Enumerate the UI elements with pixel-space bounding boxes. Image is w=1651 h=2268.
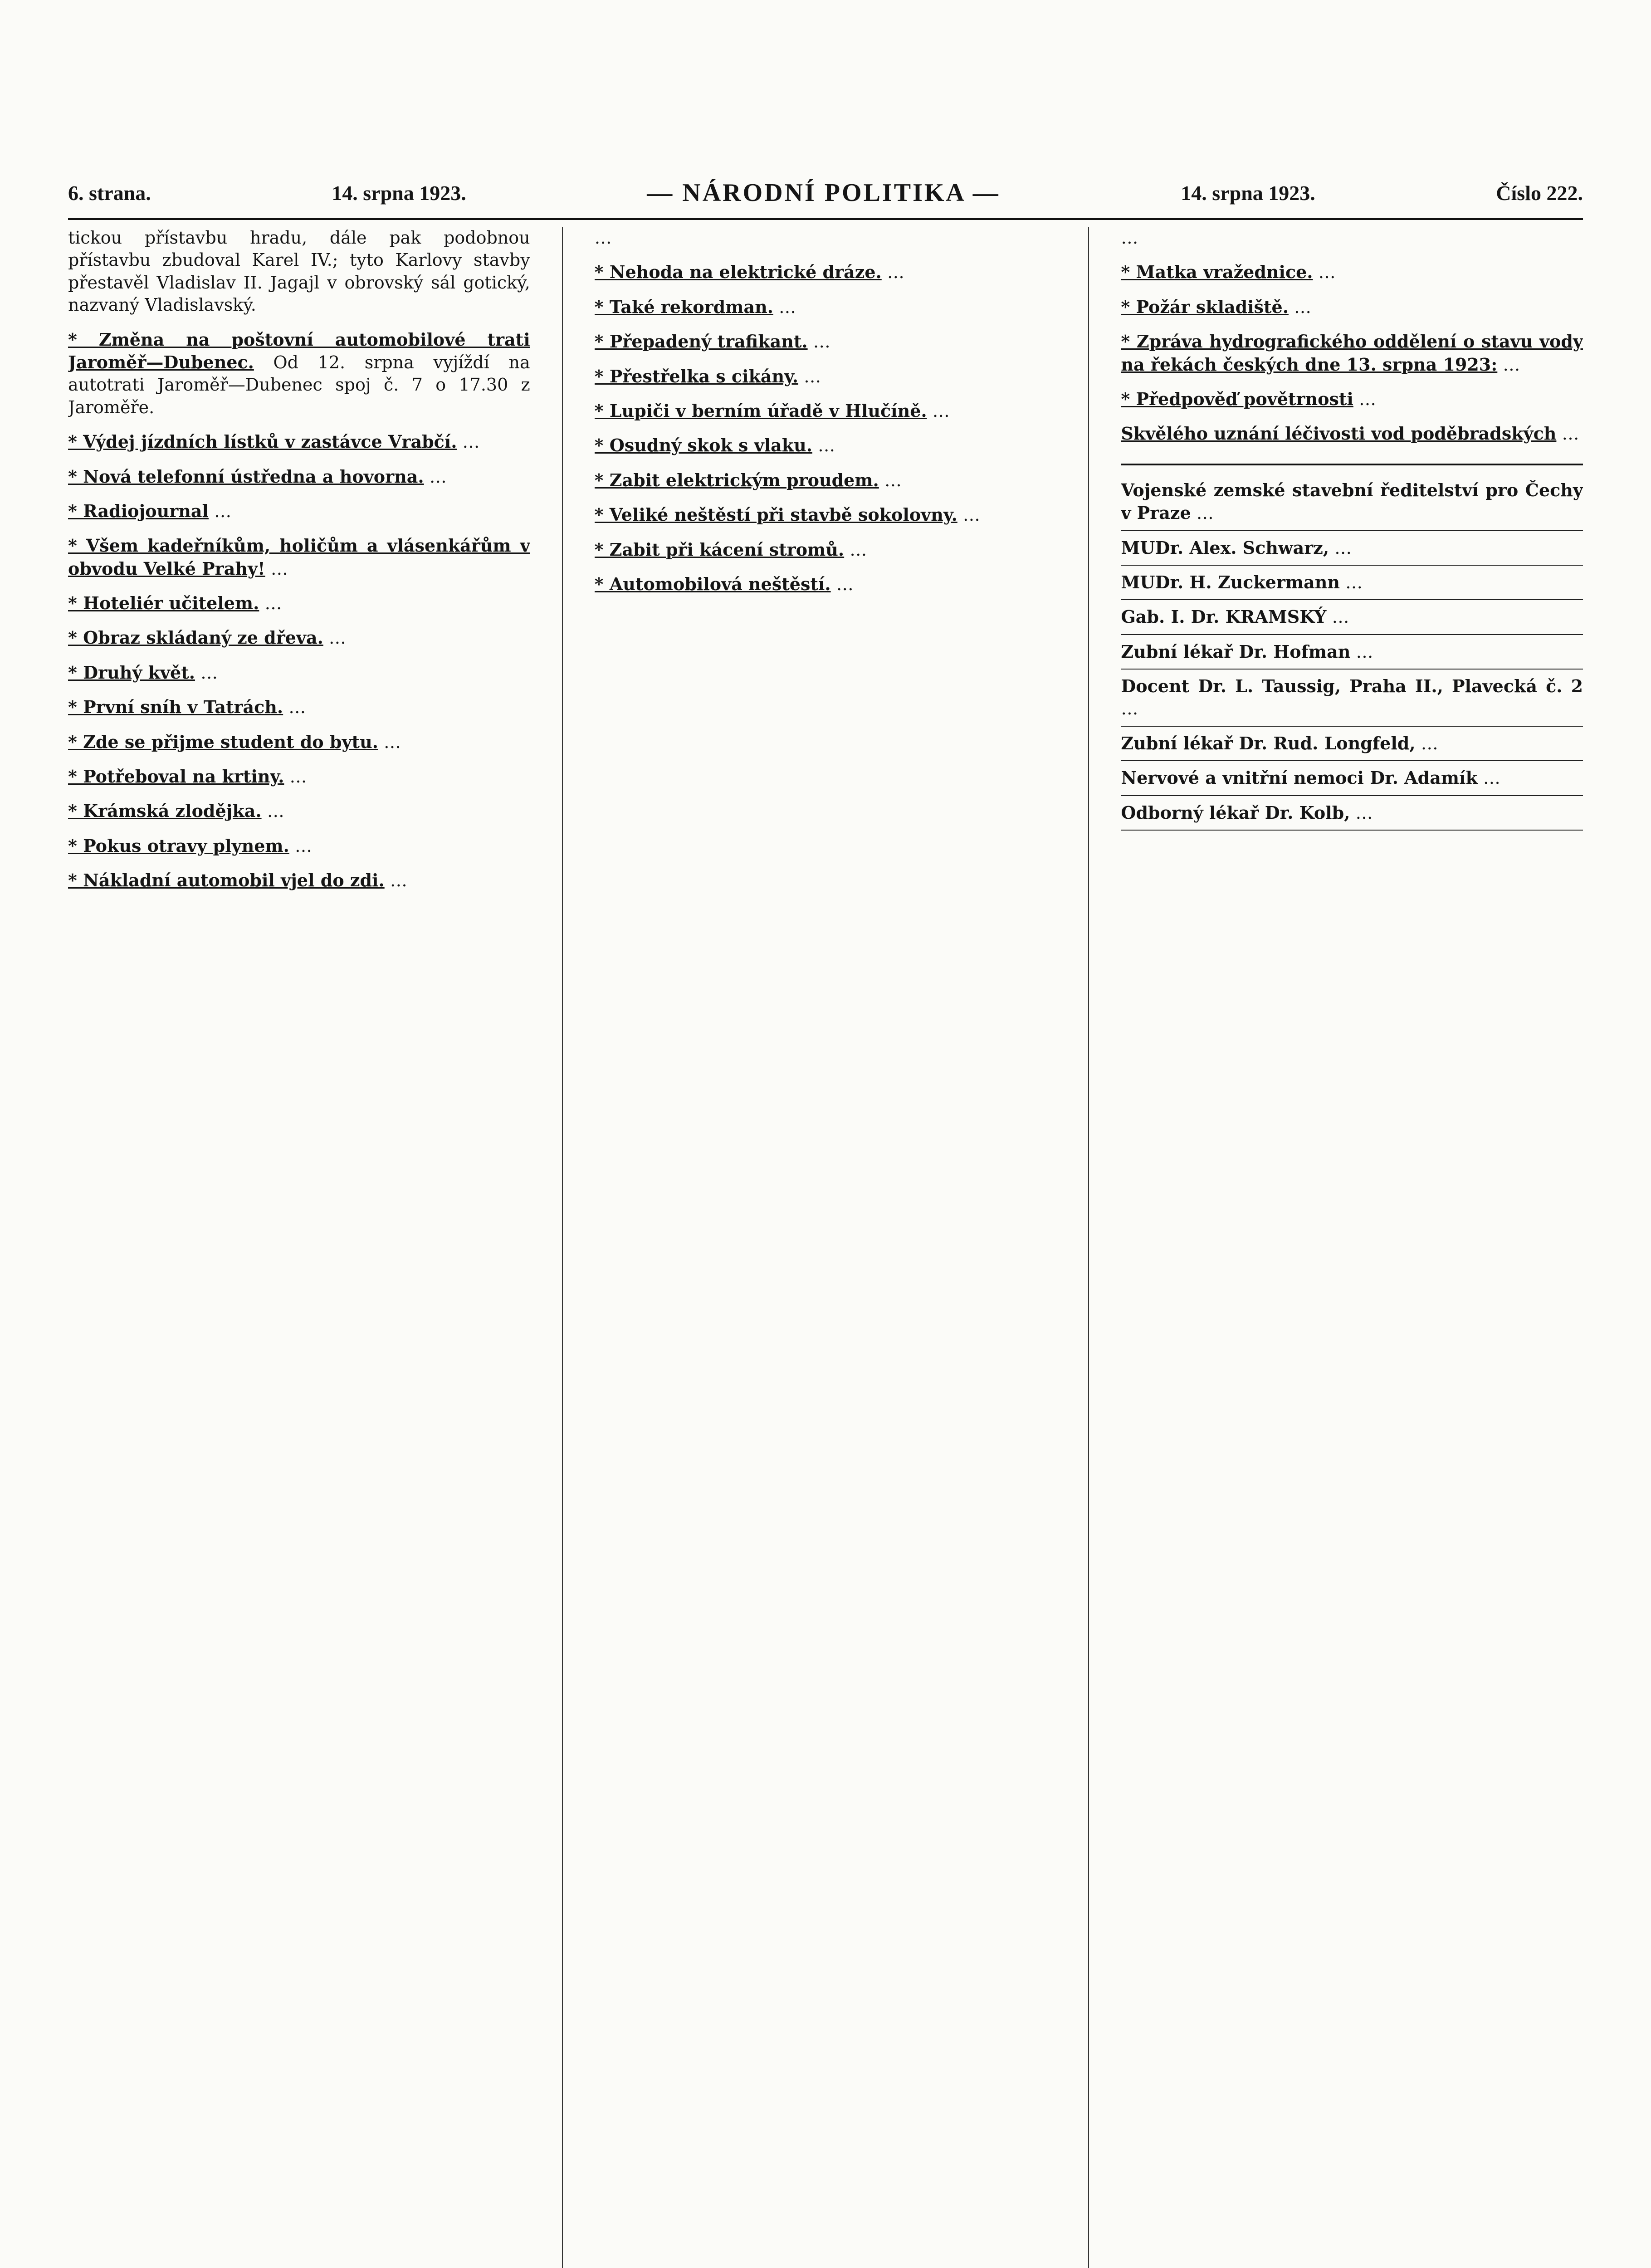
news-item: [68, 626, 530, 649]
news-headline: * Zabit elektrickým proudem.: [594, 469, 879, 490]
advertisement-heading: MUDr. H. Zuckermann: [1121, 572, 1340, 592]
news-item: [595, 538, 1057, 561]
column-2: [595, 227, 1057, 2268]
news-body: …: [884, 470, 902, 490]
news-body: …: [932, 401, 950, 421]
news-item: [595, 573, 1057, 596]
news-item: [68, 835, 530, 857]
news-headline: * Lupiči v berním úřadě v Hlučíně.: [594, 400, 927, 421]
news-headline: * Zde se přijme student do bytu.: [68, 731, 378, 752]
column-3: [1121, 227, 1583, 2268]
news-item: [595, 503, 1057, 526]
news-body: …: [288, 697, 306, 718]
news-body: tickou přístavbu hradu, dále pak podobnou přístavbu zbudoval Karel IV.; tyto Karlovy stavby přestavěl Vladislav II. Jagajl v obrovský sál gotický, nazvaný Vladislavský.: [68, 228, 530, 315]
advertisement-text: …: [1196, 503, 1214, 523]
news-item: [1121, 227, 1583, 249]
news-headline: * Nehoda na elektrické dráze.: [594, 262, 882, 283]
news-body: …: [294, 836, 312, 856]
news-body: …: [813, 332, 830, 352]
advertisement: [1121, 796, 1583, 831]
advertisement-text: …: [1334, 538, 1352, 558]
news-body: …: [1318, 262, 1336, 283]
advertisement-heading: Zubní lékař Dr. Rud. Longfeld,: [1121, 733, 1416, 753]
news-headline: * Přestřelka s cikány.: [594, 366, 799, 386]
newspaper-title: — NÁRODNÍ POLITIKA —: [647, 179, 1000, 207]
news-headline: * Druhý květ.: [68, 662, 195, 683]
news-item: [68, 765, 530, 788]
page-number: 6. strana.: [68, 181, 151, 205]
news-item: [68, 534, 530, 580]
news-headline: * Požár skladiště.: [1121, 296, 1289, 317]
news-item: [68, 592, 530, 615]
advertisement: [1121, 727, 1583, 761]
news-headline: * Přepadený trafikant.: [594, 331, 808, 352]
news-body: …: [594, 228, 612, 248]
news-item: [1121, 261, 1583, 284]
news-item: [1121, 388, 1583, 411]
news-headline: * Krámská zlodějka.: [68, 801, 262, 821]
date-left: 14. srpna 1923.: [332, 181, 466, 205]
column-divider: [562, 227, 563, 2268]
masthead-rule: [68, 218, 1583, 220]
advertisement-text: …: [1483, 768, 1500, 788]
news-body: …: [962, 505, 980, 525]
news-item: [595, 261, 1057, 284]
news-body: …: [1503, 354, 1520, 375]
column-divider: [1088, 227, 1089, 2268]
news-item: [595, 400, 1057, 422]
news-item: [68, 500, 530, 523]
news-item: [595, 365, 1057, 388]
news-item: [68, 800, 530, 822]
news-body: …: [818, 435, 835, 456]
news-body: …: [1562, 424, 1579, 444]
advertisement-heading: Odborný lékař Dr. Kolb,: [1121, 802, 1350, 823]
advertisement-heading: Zubní lékař Dr. Hofman: [1121, 641, 1351, 662]
news-body: …: [804, 366, 821, 386]
news-item: [68, 661, 530, 684]
news-headline: * Potřeboval na krtiny.: [68, 766, 284, 787]
news-body: …: [264, 593, 282, 614]
advertisement-text: …: [1332, 607, 1349, 627]
news-item: [68, 731, 530, 753]
advertisement: [1121, 670, 1583, 727]
news-headline: * Pokus otravy plynem.: [68, 835, 289, 856]
news-headline: * Nákladní automobil vjel do zdi.: [68, 870, 385, 891]
news-body: …: [462, 432, 480, 452]
news-item: [1121, 422, 1583, 445]
news-body: …: [850, 539, 867, 560]
news-headline: * Osudný skok s vlaku.: [594, 435, 812, 456]
news-headline: * Zpráva hydrografického oddělení o stavu vody na řekách českých dne 13. srpna 1923:: [1121, 331, 1583, 375]
news-headline: Skvělého uznání léčivosti vod poděbradských: [1121, 423, 1557, 444]
news-headline: * Radiojournal: [68, 500, 209, 521]
news-headline: * Předpověď povětrnosti: [1121, 388, 1353, 409]
news-item: [68, 430, 530, 453]
news-item: [595, 296, 1057, 318]
column-1: [68, 227, 530, 2268]
news-body: Od 12. srpna vyjíždí na autotrati Jaroměř—Dubenec spoj č. 7 o 17.30 z Jaroměře.: [68, 352, 530, 417]
advertisement-text: …: [1355, 802, 1373, 823]
advertisement: [1121, 600, 1583, 635]
news-body: …: [200, 662, 218, 683]
advertisement-heading: Vojenské zemské stavební ředitelství pro Čechy v Praze: [1121, 479, 1583, 523]
news-headline: * Zabit při kácení stromů.: [594, 539, 845, 560]
news-headline: * Obraz skládaný ze dřeva.: [68, 627, 323, 648]
news-headline: * Nová telefonní ústředna a hovorna.: [68, 466, 424, 487]
news-item: [68, 696, 530, 719]
news-headline: * Veliké neštěstí při stavbě sokolovny.: [594, 504, 957, 525]
news-headline: * První sníh v Tatrách.: [68, 697, 283, 718]
advertisement-text: …: [1121, 699, 1138, 719]
advertisements: [1121, 464, 1583, 831]
news-body: …: [289, 767, 307, 787]
news-body: …: [1358, 389, 1376, 409]
news-item: [1121, 296, 1583, 318]
advertisement: [1121, 635, 1583, 670]
date-right: 14. srpna 1923.: [1181, 181, 1315, 205]
advertisement-heading: Gab. I. Dr. KRAMSKÝ: [1121, 606, 1327, 627]
news-item: [595, 434, 1057, 457]
news-headline: * Automobilová neštěstí.: [594, 573, 831, 594]
news-body: …: [887, 262, 904, 283]
news-body: …: [1121, 228, 1138, 248]
news-item: [68, 869, 530, 892]
advertisement: [1121, 761, 1583, 796]
news-item: [595, 227, 1057, 249]
advertisement-heading: Docent Dr. L. Taussig, Praha II., Plavecká č. 2: [1121, 676, 1583, 697]
news-body: …: [384, 732, 401, 752]
advertisement: [1121, 566, 1583, 600]
advertisement: [1121, 474, 1583, 531]
issue-number: Číslo 222.: [1496, 181, 1583, 205]
advertisement-text: …: [1345, 572, 1363, 592]
advertisement-text: …: [1421, 733, 1438, 753]
news-item: [1121, 330, 1583, 376]
masthead: [68, 172, 1583, 213]
news-body: …: [214, 501, 232, 521]
news-headline: * Hoteliér učitelem.: [68, 593, 259, 614]
news-headline: * Změna na poštovní automobilové trati Jaroměř—Dubenec.: [68, 329, 530, 372]
news-item: [595, 469, 1057, 492]
news-headline: * Výdej jízdních lístků v zastávce Vrabčí.: [68, 431, 457, 452]
advertisement-heading: MUDr. Alex. Schwarz,: [1121, 537, 1329, 558]
advertisement-heading: Nervové a vnitřní nemoci Dr. Adamík: [1121, 767, 1478, 788]
news-body: …: [1294, 297, 1312, 317]
news-item: [595, 330, 1057, 353]
news-body: …: [267, 801, 284, 821]
advertisement: [1121, 531, 1583, 566]
news-body: …: [836, 574, 854, 594]
news-body: …: [779, 297, 796, 317]
advertisement-text: …: [1356, 641, 1373, 662]
news-body: …: [328, 628, 346, 648]
news-headline: * Také rekordman.: [594, 296, 773, 317]
news-body: …: [270, 558, 288, 579]
news-body: …: [429, 466, 447, 487]
news-headline: * Matka vražednice.: [1121, 262, 1313, 283]
news-headline: * Všem kadeřníkům, holičům a vlásenkářům v obvodu Velké Prahy!: [68, 535, 530, 579]
columns: [68, 227, 1583, 2268]
news-item: [68, 465, 530, 488]
news-item: [68, 227, 530, 317]
news-item: [68, 328, 530, 419]
news-body: …: [390, 870, 407, 891]
